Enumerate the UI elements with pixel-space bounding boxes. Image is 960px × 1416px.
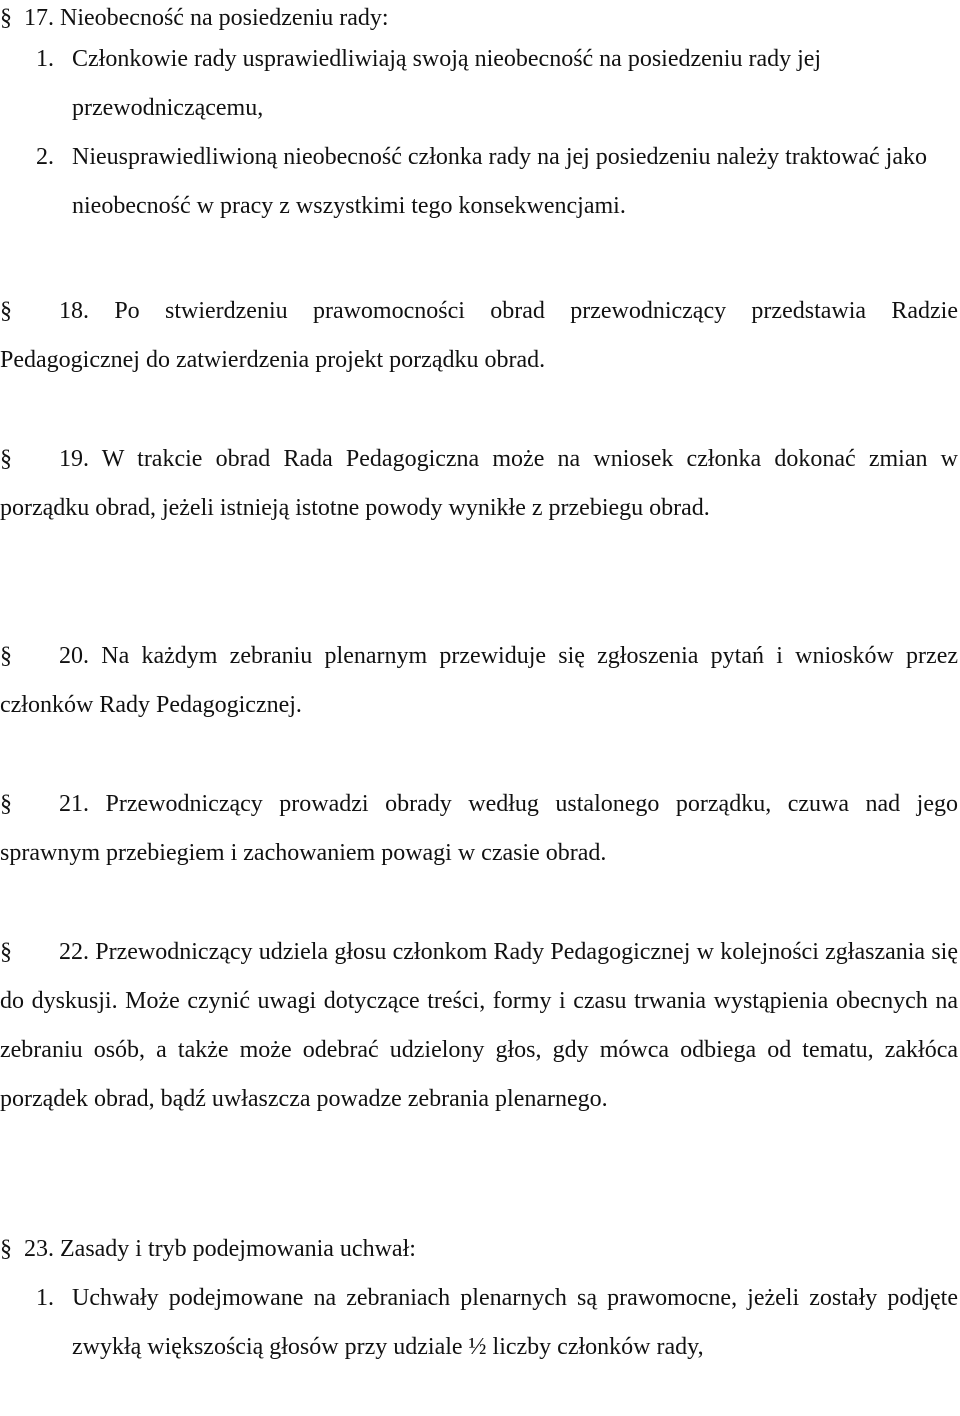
section-22-paragraph xyxy=(0,928,958,1124)
section-number: 18. xyxy=(59,298,89,324)
section-21-paragraph xyxy=(0,780,958,878)
section-number: 20. xyxy=(59,643,89,669)
section-text: Po stwierdzeniu prawomocności obrad przewodniczący przedstawia Radzie Pedagogicznej do zatwierdzenia projekt porządku obrad. xyxy=(0,298,958,373)
section-heading-text: 17. Nieobecność na posiedzeniu rady: xyxy=(24,5,389,31)
section-sign: § xyxy=(0,5,12,31)
section-18-paragraph xyxy=(0,287,958,385)
section-23-heading xyxy=(0,1225,416,1274)
section-sign: § xyxy=(0,939,12,965)
list-item-number: 2. xyxy=(36,144,54,170)
section-sign: § xyxy=(0,446,12,472)
list-item xyxy=(36,35,958,121)
section-text: W trakcie obrad Rada Pedagogiczna może na wniosek członka dokonać zmian w porządku obrad, jeżeli istnieją istotne powody wynikłe z przebiegu obrad. xyxy=(0,446,958,521)
section-text: Na każdym zebraniu plenarnym przewiduje się zgłoszenia pytań i wniosków przez członków Rady Pedagogicznej. xyxy=(0,643,959,718)
section-19-paragraph xyxy=(0,435,958,533)
list-item-number: 1. xyxy=(36,46,54,72)
section-number: 22. xyxy=(59,939,89,965)
section-heading-text: 23. Zasady i tryb podejmowania uchwał: xyxy=(24,1236,416,1262)
section-sign: § xyxy=(0,791,12,817)
list-item-number: 1. xyxy=(36,1285,54,1311)
list-item xyxy=(36,133,958,219)
section-number: 19. xyxy=(59,446,89,472)
section-text: Przewodniczący udziela głosu członkom Rady Pedagogicznej w kolejności zgłaszania się do dyskusji. Może czynić uwagi dotyczące treści, formy i czasu trwania wystąpienia obecnych na zebraniu osób, a także może odebrać udzielony głos, gdy mówca odbiega od tematu, zakłóca porządek obrad, bądź uwłaszcza powadze zebrania plenarnego. xyxy=(0,939,958,1112)
list-item-text: Uchwały podejmowane na zebraniach plenarnych są prawomocne, jeżeli zostały podjęte zwykłą większością głosów przy udziale ½ liczby członków rady, xyxy=(72,1285,958,1360)
list-item-text: Nieusprawiedliwioną nieobecność członka rady na jej posiedzeniu należy traktować jako nieobecność w pracy z wszystkimi tego konsekwencjami. xyxy=(72,144,927,219)
section-text: Przewodniczący prowadzi obrady według ustalonego porządku, czuwa nad jego sprawnym przebiegiem i zachowaniem powagi w czasie obrad. xyxy=(0,791,958,866)
section-sign: § xyxy=(0,298,12,324)
section-sign: § xyxy=(0,1236,12,1262)
section-20-paragraph xyxy=(0,632,958,730)
section-number: 21. xyxy=(59,791,89,817)
section-sign: § xyxy=(0,643,12,669)
list-item-text: Członkowie rady usprawiedliwiają swoją nieobecność na posiedzeniu rady jej przewodniczącemu, xyxy=(72,46,822,121)
list-item xyxy=(36,1274,958,1360)
